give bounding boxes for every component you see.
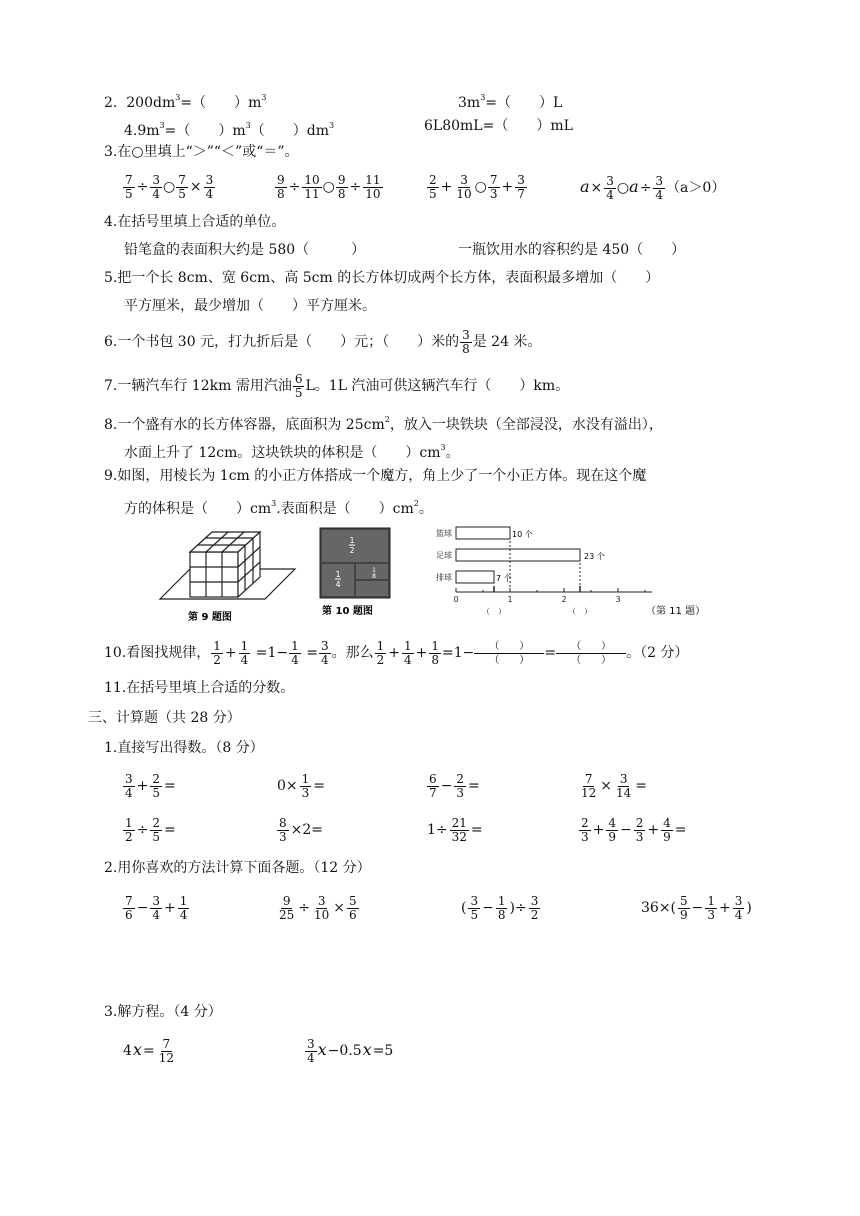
calc3-title: 3.解方程。（4 分）: [104, 1004, 222, 1020]
q9-line1: 9.如图，用棱长为 1cm 的小正方体搭成一个魔方，角上少了一个小正方体。现在这个魔: [104, 468, 647, 484]
svg-text:4: 4: [335, 580, 341, 589]
fig11-caption: （第 11 题）: [646, 606, 706, 617]
q3-title: 3.在○里填上“＞”“＜”或“＝”。: [104, 144, 299, 160]
calc1-title: 1.直接写出得数。（8 分）: [104, 740, 264, 756]
equation-1: 4x= $\frac{7}{12}$: [123, 1036, 174, 1065]
calc1-a: $\frac{3}{4}$ + $\frac{2}{5}$ =: [125, 771, 176, 800]
axis-tick-2: 2: [561, 595, 567, 604]
bar-value-basketball: 10 个: [512, 530, 533, 539]
q4-a: 铅笔盒的表面积大约是 580（ ）: [124, 242, 366, 258]
bar-label-football: 足球: [436, 551, 452, 560]
q2-line2-right: 6L80mL=（ ）mL: [424, 118, 573, 134]
svg-text:2: 2: [349, 546, 355, 555]
section-3-title: 三、计算题（共 28 分）: [88, 710, 241, 726]
bar-volleyball: [456, 571, 494, 583]
axis-tick-3: 3: [615, 595, 621, 604]
q2-line1-right: $3m^3=$（ ）L: [458, 93, 563, 111]
bar-label-basketball: 篮球: [436, 529, 452, 538]
calc1-e: $\frac{1}{2}$ ÷ $\frac{2}{5}$ =: [125, 815, 176, 844]
q8-line2: 水面上升了 12cm。这块铁块的体积是（ ）$cm^3$。: [124, 443, 460, 461]
calc1-b: 0× $\frac{1}{3}$ =: [277, 771, 326, 800]
q2-line1: 2. $200dm^3=$（ ）$m^3$: [104, 93, 267, 111]
q10: 10.看图找规律， $\frac{1}{2}$ + $\frac{1}{4}$ =1− $\frac{1}{4}$ = $\frac{3}{4}$ 。那么 $\frac{1}{2}$ + $\frac{1}{4}$ + $\frac{1}{8}$ =1− （ ） （ ） = （ ） （ ） 。（2 分）: [104, 638, 689, 667]
svg-text:1: 1: [372, 567, 376, 574]
calc2-a: $\frac{7}{6}$ − $\frac{3}{4}$ + $\frac{1}{4}$: [125, 893, 188, 922]
q3-item4: a× $\frac{3}{4}$ ○a÷ $\frac{3}{4}$ （a＞0）: [580, 173, 726, 202]
axis-tick-0: 0: [453, 595, 459, 604]
calc2-title: 2.用你喜欢的方法计算下面各题。（12 分）: [104, 860, 371, 876]
fig11-bar-figure: [428, 522, 728, 622]
bar-football: [456, 549, 580, 561]
svg-text:（ ）: （ ）: [482, 607, 506, 616]
calc1-h: $\frac{2}{3}$ + $\frac{4}{9}$ − $\frac{2}{3}$ + $\frac{4}{9}$ =: [581, 815, 687, 844]
q3-item2: $\frac{9}{8}$ ÷ $\frac{10}{11}$ ○ $\frac{9}{8}$ ÷ $\frac{11}{10}$: [277, 172, 381, 201]
calc2-d: 36×( $\frac{5}{9}$ − $\frac{1}{3}$ + $\frac{3}{4}$ ): [641, 893, 752, 922]
q3-item3: $\frac{2}{5}$ + $\frac{3}{10}$ ○ $\frac{7}{3}$ + $\frac{3}{7}$: [429, 172, 525, 201]
calc1-c: $\frac{6}{7}$ − $\frac{2}{3}$ =: [429, 771, 480, 800]
q5-line2: 平方厘米，最少增加（ ）平方厘米。: [124, 298, 376, 314]
fig10-caption: 第 10 题图: [322, 606, 373, 617]
bar-label-volleyball: 排球: [436, 573, 452, 582]
q2-line2: $4.9m^3=$（ ）$m^3$（ ）$dm^3$: [124, 121, 335, 139]
svg-text:（ ）: （ ）: [568, 607, 592, 616]
fig9-cube-figure: [150, 524, 300, 624]
bar-value-football: 23 个: [584, 552, 605, 561]
fig9-caption: 第 9 题图: [188, 612, 232, 623]
fig10-square-figure: [316, 526, 396, 622]
calc1-g: 1÷ $\frac{21}{32}$ =: [427, 815, 483, 844]
bar-basketball: [456, 527, 510, 539]
svg-text:1: 1: [335, 570, 341, 579]
calc1-f: $\frac{8}{3}$ ×2=: [279, 815, 324, 844]
bar-value-volleyball: 7 个: [496, 574, 512, 583]
equation-2: $\frac{3}{4}$ x−0.5x=5: [307, 1036, 394, 1065]
axis-tick-1: 1: [507, 595, 513, 604]
q4-title: 4.在括号里填上合适的单位。: [104, 214, 286, 230]
calc2-b: $\frac{9}{25}$ ÷ $\frac{3}{10}$ × $\frac{5}{6}$: [279, 893, 357, 922]
svg-text:8: 8: [372, 573, 376, 580]
calc1-d: $\frac{7}{12}$ × $\frac{3}{14}$ =: [581, 771, 648, 800]
q3-item1: $\frac{7}{5}$ ÷ $\frac{3}{4}$ ○ $\frac{7}{5}$ × $\frac{3}{4}$: [125, 172, 214, 201]
q9-line2: 方的体积是（ ）$cm^3$.表面积是（ ）$cm^2$。: [124, 499, 433, 517]
q6: 6.一个书包 30 元，打九折后是（ ）元；（ ）米的 $\frac{3}{8}$ 是 24 米。: [104, 327, 542, 356]
q8-line1: 8.一个盛有水的长方体容器，底面积为 $25cm^2$，放入一块铁块（全部浸没，水没有溢出），: [104, 415, 663, 433]
q7: 7.一辆汽车行 12km 需用汽油 $\frac{6}{5}$ L。1L 汽油可供这辆汽车行（ ）km。: [104, 371, 570, 400]
calc2-c: ( $\frac{3}{5}$ − $\frac{1}{8}$ )÷ $\frac{3}{2}$: [461, 893, 539, 922]
q4-b: 一瓶饮用水的容积约是 450（ ）: [458, 242, 686, 258]
q11: 11.在括号里填上合适的分数。: [104, 680, 295, 696]
q5-line1: 5.把一个长 8cm、宽 6cm、高 5cm 的长方体切成两个长方体，表面积最多增加（ ）: [104, 270, 660, 286]
svg-text:1: 1: [349, 536, 355, 545]
